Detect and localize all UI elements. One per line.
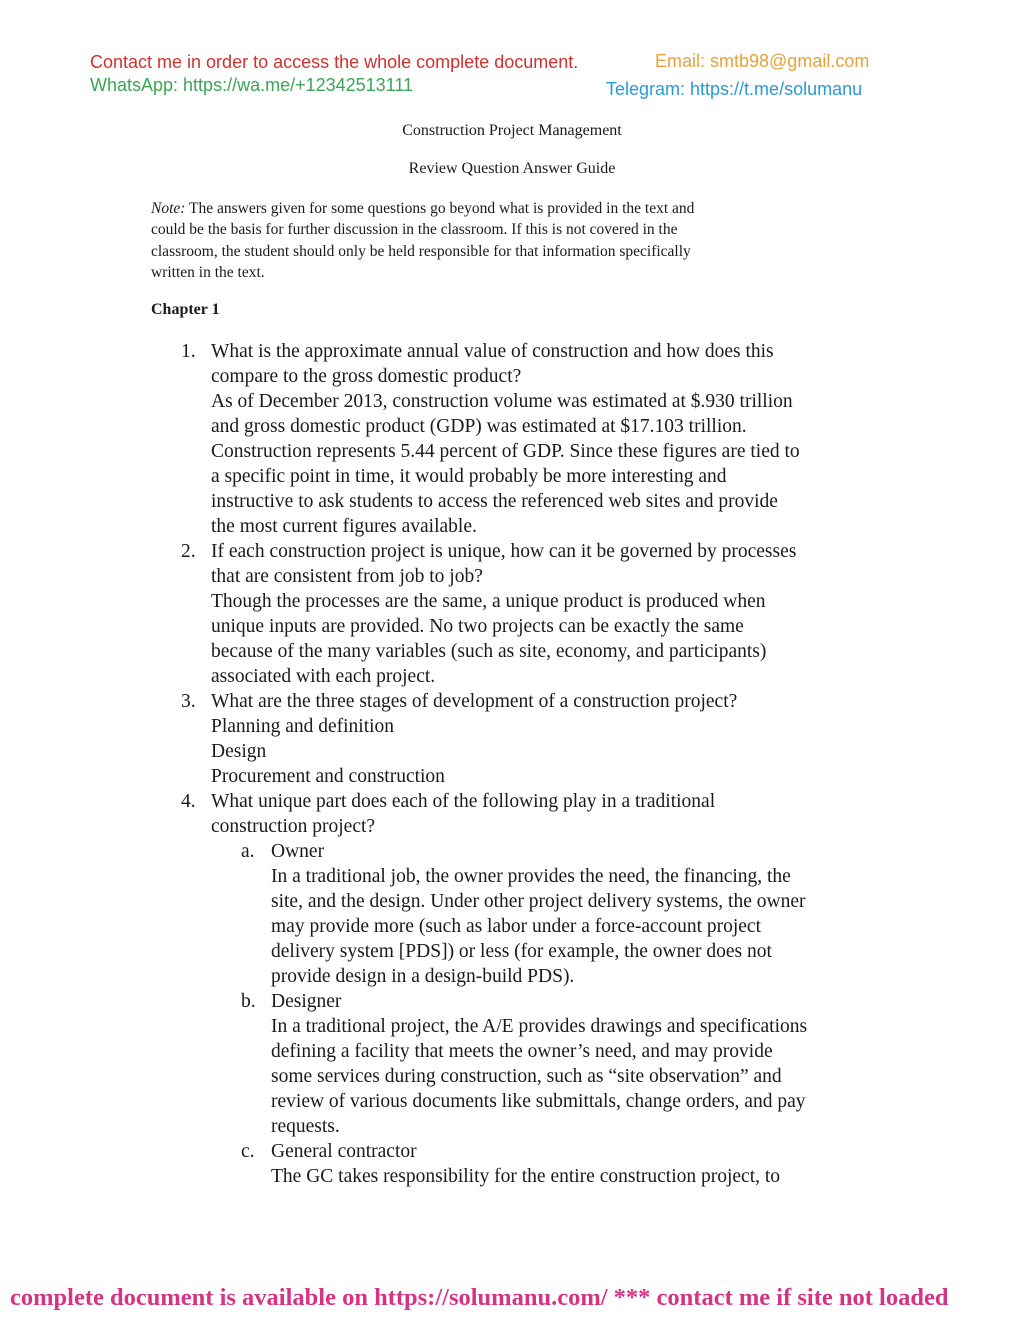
question-list xyxy=(0,339,1024,1189)
whatsapp-link[interactable]: WhatsApp: https://wa.me/+12342513111 xyxy=(90,75,414,95)
question-item xyxy=(0,539,881,689)
question-text: If each construction project is unique, how can it be governed by processes xyxy=(211,541,797,562)
note-line: written in the text. xyxy=(151,264,265,282)
note-line: The answers given for some questions go beyond what is provided in the text and xyxy=(185,200,695,217)
answer-text: requests. xyxy=(271,1116,340,1137)
sub-item-letter: b. xyxy=(241,991,256,1012)
answer-text: Design xyxy=(211,741,267,762)
footer-promo[interactable]: complete document is available on https://solumanu.com/ *** contact me if site not loaded xyxy=(10,1284,949,1311)
question-text: What are the three stages of development of a construction project? xyxy=(211,691,738,712)
answer-text: some services during construction, such as “site observation” and xyxy=(271,1066,782,1087)
question-number: 4. xyxy=(181,791,196,812)
answer-text: because of the many variables (such as site, economy, and participants) xyxy=(211,641,767,662)
email-link[interactable]: Email: smtb98@gmail.com xyxy=(655,51,870,71)
sub-item-letter: c. xyxy=(241,1141,255,1162)
note-line: classroom, the student should only be held responsible for that information specifically xyxy=(151,242,691,260)
sub-item-title: Owner xyxy=(271,841,325,862)
answer-text: unique inputs are provided. No two projects can be exactly the same xyxy=(211,616,744,637)
question-number: 2. xyxy=(181,541,196,562)
answer-text: Planning and definition xyxy=(211,716,395,737)
question-text: What is the approximate annual value of construction and how does this xyxy=(211,341,774,362)
question-item xyxy=(0,689,881,789)
telegram-link[interactable]: Telegram: https://t.me/solumanu xyxy=(606,79,863,99)
answer-text: defining a facility that meets the owner’s need, and may provide xyxy=(271,1041,773,1062)
answer-text: instructive to ask students to access the referenced web sites and provide xyxy=(211,491,778,512)
answer-text: provide design in a design-build PDS). xyxy=(271,966,575,987)
answer-text: In a traditional project, the A/E provides drawings and specifications xyxy=(271,1016,808,1037)
answer-text: and gross domestic product (GDP) was estimated at $17.103 trillion. xyxy=(211,416,747,437)
answer-text: Construction represents 5.44 percent of GDP. Since these figures are tied to xyxy=(211,441,800,462)
answer-text: Procurement and construction xyxy=(211,766,445,787)
question-text: construction project? xyxy=(211,816,376,837)
sub-item-title: Designer xyxy=(271,991,342,1012)
answer-text: As of December 2013, construction volume was estimated at $.930 trillion xyxy=(211,391,793,412)
question-item xyxy=(0,789,881,839)
sub-item-general-contractor xyxy=(0,1139,881,1189)
answer-text: The GC takes responsibility for the entire construction project, to xyxy=(271,1166,781,1187)
sub-item-owner xyxy=(0,839,881,989)
answer-text: may provide more (such as labor under a force-account project xyxy=(271,916,761,937)
question-text: What unique part does each of the following play in a traditional xyxy=(211,791,716,812)
question-text: that are consistent from job to job? xyxy=(211,566,483,587)
answer-text: In a traditional job, the owner provides the need, the financing, the xyxy=(271,866,791,887)
question-item xyxy=(0,339,881,539)
answer-text: the most current figures available. xyxy=(211,516,477,537)
answer-text: site, and the design. Under other project delivery systems, the owner xyxy=(271,891,806,912)
note-line: could be the basis for further discussion in the classroom. If this is not covered in the xyxy=(151,221,678,239)
note-paragraph xyxy=(151,198,851,284)
contact-notice: Contact me in order to access the whole complete document. xyxy=(90,52,579,72)
answer-text: delivery system [PDS]) or less (for example, the owner does not xyxy=(271,941,772,962)
question-number: 3. xyxy=(181,691,196,712)
sub-item-letter: a. xyxy=(241,841,255,862)
question-text: compare to the gross domestic product? xyxy=(211,366,522,387)
document-title: Construction Project Management xyxy=(402,122,622,139)
sub-item-designer xyxy=(0,989,881,1139)
answer-text: a specific point in time, it would probably be more interesting and xyxy=(211,466,727,487)
answer-text: Though the processes are the same, a unique product is produced when xyxy=(211,591,766,612)
answer-text: review of various documents like submittals, change orders, and pay xyxy=(271,1091,806,1112)
sub-item-title: General contractor xyxy=(271,1141,417,1162)
question-number: 1. xyxy=(181,341,196,362)
answer-text: associated with each project. xyxy=(211,666,436,687)
document-subtitle: Review Question Answer Guide xyxy=(408,160,616,177)
note-label: Note: xyxy=(151,200,186,217)
chapter-heading: Chapter 1 xyxy=(151,301,220,318)
